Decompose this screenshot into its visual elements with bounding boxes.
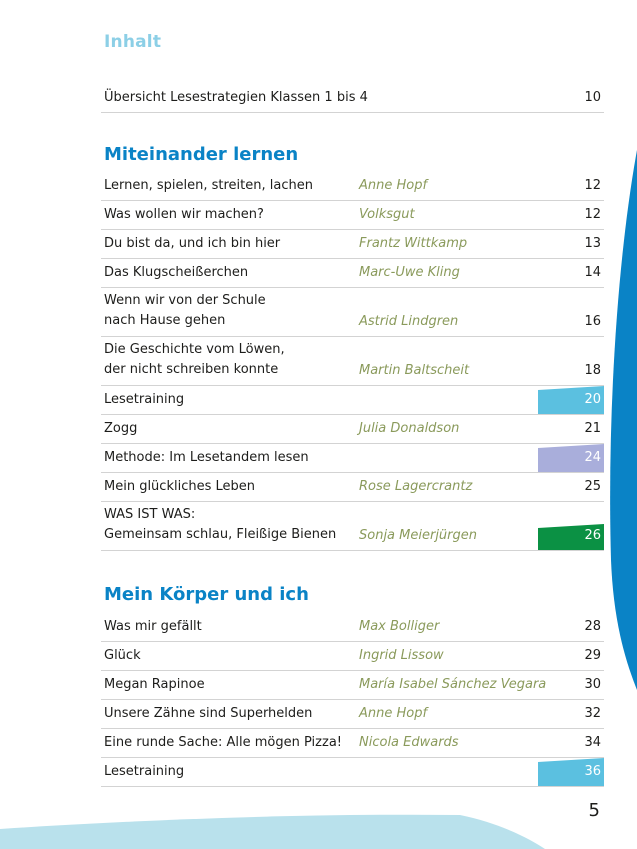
toc-row-page: 32 bbox=[584, 706, 601, 721]
toc-row-author: Ingrid Lissow bbox=[359, 648, 444, 663]
toc-row-title: Lesetraining bbox=[104, 764, 185, 779]
section-title-miteinander-lernen: Miteinander lernen bbox=[104, 144, 299, 165]
toc-row[interactable] bbox=[101, 502, 604, 551]
toc-heading: Inhalt bbox=[104, 32, 162, 52]
page-number: 5 bbox=[588, 800, 600, 821]
toc-row[interactable] bbox=[101, 172, 604, 201]
toc-overview bbox=[101, 84, 604, 113]
toc-row-author: Sonja Meierjürgen bbox=[359, 528, 478, 543]
toc-row-author: Frantz Wittkamp bbox=[359, 236, 468, 251]
toc-row[interactable] bbox=[101, 201, 604, 230]
toc-row-title: Das Klugscheißerchen bbox=[104, 265, 249, 280]
toc-row-title: Methode: Im Lesetandem lesen bbox=[104, 450, 309, 465]
toc-row-title: WAS IST WAS: Gemeinsam schlau, Fleißige Bienen bbox=[104, 507, 337, 542]
toc-section-mein-koerper-und-ich bbox=[101, 613, 604, 787]
toc-row-author: Julia Donaldson bbox=[359, 421, 460, 436]
toc-row-author: Anne Hopf bbox=[359, 178, 428, 193]
toc-row[interactable] bbox=[101, 386, 604, 415]
toc-section-miteinander-lernen bbox=[101, 172, 604, 551]
toc-row-title: Glück bbox=[104, 648, 141, 663]
toc-row-page: 34 bbox=[584, 735, 601, 750]
toc-row-author: Rose Lagercrantz bbox=[359, 479, 473, 494]
toc-row-page: 12 bbox=[584, 207, 601, 222]
toc-row-page-number: 20 bbox=[584, 392, 601, 407]
toc-row-page: 10 bbox=[584, 90, 601, 105]
toc-row[interactable] bbox=[101, 415, 604, 444]
toc-row-title: Zogg bbox=[104, 421, 138, 436]
toc-row-author: Anne Hopf bbox=[359, 706, 428, 721]
toc-row[interactable] bbox=[101, 84, 604, 113]
toc-row[interactable] bbox=[101, 230, 604, 259]
toc-row-page: 16 bbox=[584, 314, 601, 329]
toc-row-page: 18 bbox=[584, 363, 601, 378]
toc-row-title: Übersicht Lesestrategien Klassen 1 bis 4 bbox=[104, 90, 368, 105]
toc-row-page bbox=[538, 762, 604, 782]
toc-row-page: 25 bbox=[584, 479, 601, 494]
toc-row[interactable] bbox=[101, 729, 604, 758]
toc-row[interactable] bbox=[101, 444, 604, 473]
toc-row-title: Mein glückliches Leben bbox=[104, 479, 255, 494]
toc-row-title: Megan Rapinoe bbox=[104, 677, 205, 692]
toc-row-title: Du bist da, und ich bin hier bbox=[104, 236, 281, 251]
toc-row-author: María Isabel Sánchez Vegara bbox=[359, 677, 547, 692]
toc-row-page: 29 bbox=[584, 648, 601, 663]
toc-row[interactable] bbox=[101, 700, 604, 729]
toc-row-author: Max Bolliger bbox=[359, 619, 440, 634]
toc-row-page-number: 36 bbox=[584, 764, 601, 779]
toc-row-page: 14 bbox=[584, 265, 601, 280]
toc-row[interactable] bbox=[101, 613, 604, 642]
toc-row-author: Volksgut bbox=[359, 207, 415, 222]
toc-row-title: Die Geschichte vom Löwen, der nicht schreiben konnte bbox=[104, 342, 285, 377]
toc-row[interactable] bbox=[101, 288, 604, 337]
bottom-wave-decoration bbox=[0, 809, 637, 849]
toc-row-title: Lernen, spielen, streiten, lachen bbox=[104, 178, 313, 193]
toc-row-title: Wenn wir von der Schule nach Hause gehen bbox=[104, 293, 266, 328]
toc-row-author: Astrid Lindgren bbox=[359, 314, 459, 329]
toc-row-author: Nicola Edwards bbox=[359, 735, 459, 750]
toc-row-page: 21 bbox=[584, 421, 601, 436]
toc-row-title: Lesetraining bbox=[104, 392, 185, 407]
toc-row-title: Was wollen wir machen? bbox=[104, 207, 264, 222]
toc-row-page-number: 24 bbox=[584, 450, 601, 465]
toc-row-page-number: 26 bbox=[584, 528, 601, 543]
toc-row[interactable] bbox=[101, 671, 604, 700]
toc-row-page: 13 bbox=[584, 236, 601, 251]
section-title-mein-koerper-und-ich: Mein Körper und ich bbox=[104, 584, 309, 605]
toc-row-author: Marc-Uwe Kling bbox=[359, 265, 460, 280]
toc-row[interactable] bbox=[101, 337, 604, 386]
toc-row-title: Eine runde Sache: Alle mögen Pizza! bbox=[104, 735, 342, 750]
toc-row-page bbox=[538, 526, 604, 546]
toc-row[interactable] bbox=[101, 642, 604, 671]
toc-row-page bbox=[538, 390, 604, 410]
toc-row-page: 12 bbox=[584, 178, 601, 193]
toc-row[interactable] bbox=[101, 259, 604, 288]
toc-row[interactable] bbox=[101, 758, 604, 787]
toc-row[interactable] bbox=[101, 473, 604, 502]
toc-row-title: Unsere Zähne sind Superhelden bbox=[104, 706, 313, 721]
toc-row-page bbox=[538, 448, 604, 468]
toc-row-title: Was mir gefällt bbox=[104, 619, 202, 634]
toc-row-page: 28 bbox=[584, 619, 601, 634]
toc-row-page: 30 bbox=[584, 677, 601, 692]
toc-row-author: Martin Baltscheit bbox=[359, 363, 470, 378]
